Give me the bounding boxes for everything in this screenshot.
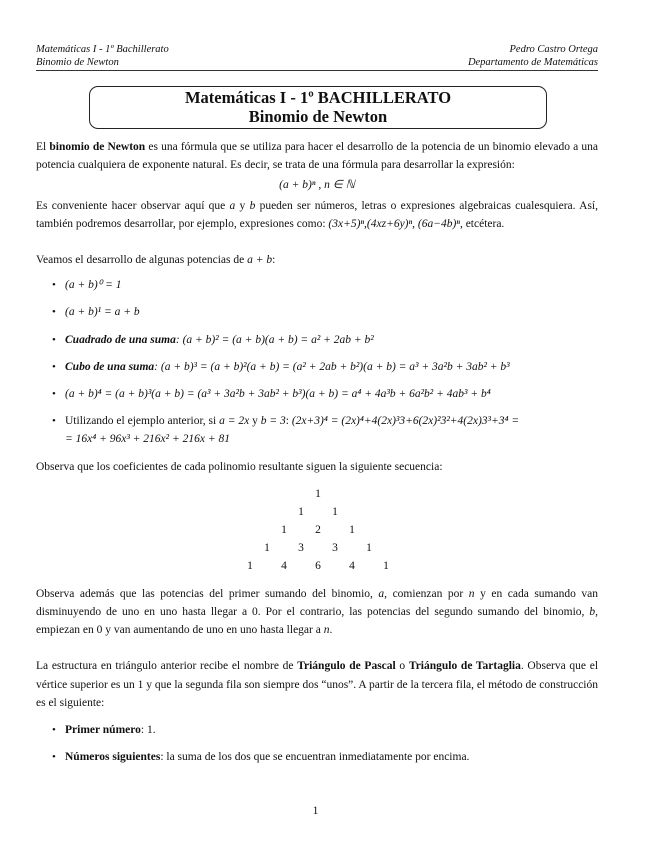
list-item: • Cubo de una suma: (a + b)³ = (a + b)²(a + b) = (a² + 2ab + b²)(a + b) = a³ + 3a²b + 3ab² + b³ (36, 358, 598, 376)
triangle-cell: 1 (264, 541, 270, 554)
triangle-cell: 1 (349, 523, 355, 536)
header-author: Pedro Castro Ortega (509, 44, 598, 55)
term-pascal: Triángulo de Pascal (297, 660, 396, 673)
term-binomio-newton: binomio de Newton (49, 141, 146, 153)
triangle-cell: 3 (332, 541, 338, 554)
document-body (36, 138, 598, 766)
list-item: • (a + b)⁰ = 1 (36, 276, 598, 294)
triangle-cell: 3 (298, 541, 304, 554)
title-sub: Binomio de Newton (248, 107, 388, 126)
paragraph-pascal: La estructura en triángulo anterior recibe el nombre de Triángulo de Pascal o Triángulo de Tartaglia. Observa que el vértice superior es un 1 y que la segunda fila son siempre dos “unos”. A partir de la tercera fila, el método de construcción es el siguiente: (36, 660, 599, 709)
list-item: • Cuadrado de una suma: (a + b)² = (a + b)(a + b) = a² + 2ab + b² (36, 331, 598, 349)
list-item: • (a + b)¹ = a + b (36, 303, 598, 321)
list-item: • Números siguientes: la suma de los dos que se encuentran inmediatamente por encima. (36, 748, 598, 766)
paragraph-exponents: Observa además que las potencias del primer sumando del binomio, a, comienzan por n y en cada sumando van disminuyendo de uno en uno hasta llegar a 0. Por el contrario, las potencias del segundo sumando del binomio, b, empiezan en 0 y van aumentando de uno en uno hasta llegar a n. (36, 587, 598, 637)
rules-list (36, 721, 598, 766)
title-main: Matemáticas I - 1º BACHILLERATO (184, 88, 452, 107)
header-rule (36, 70, 598, 71)
formula-binomio: (a + b)ⁿ , n ∈ ℕ (279, 179, 355, 192)
paragraph-variables: Es conveniente hacer observar aquí que a y b pueden ser números, letras o expresiones algebraicas cualesquiera. Así, también podremos desarrollar, por ejemplo, expresiones como: (3x+5)ⁿ,(4xz+6y)ⁿ, (6a−4b)ⁿ, etcétera. (36, 199, 598, 230)
term-tartaglia: Triángulo de Tartaglia (408, 660, 521, 673)
paragraph-powers-intro: Veamos el desarrollo de algunas potencias de a + b: (36, 254, 276, 267)
list-item: • (a + b)⁴ = (a + b)³(a + b) = (a³ + 3a²b + 3ab² + b³)(a + b) = a⁴ + 4a³b + 6a²b² + 4ab³ + b⁴ (36, 385, 598, 403)
header-topic: Binomio de Newton (36, 56, 119, 68)
header-right (468, 44, 598, 69)
intro-paragraph: El binomio de Newton es una fórmula que se utiliza para hacer el desarrollo de la potencia de un binomio elevado a una potencia cualquiera de exponente natural. Es decir, se trata de una fórmula para desarrollar la expresión: (36, 141, 598, 172)
triangle-cell: 1 (332, 505, 338, 518)
list-item: • Utilizando el ejemplo anterior, si a = 2x y b = 3: (2x+3)⁴ = (2x)⁴+4(2x)³3+6(2x)²3²+4(2x)3³+3⁴ = = 16x⁴ + 96x³ + 216x² + 216x + 81 (36, 412, 598, 448)
example-expressions: (3x+5)ⁿ,(4xz+6y)ⁿ, (6a−4b)ⁿ (328, 217, 460, 230)
triangle-cell: 4 (349, 559, 355, 572)
triangle-cell: 6 (315, 559, 321, 572)
triangle-cell: 1 (247, 559, 253, 572)
list-item: • Primer número: 1. (36, 721, 598, 739)
triangle-cell: 1 (366, 541, 372, 554)
header-department: Departamento de Matemáticas (467, 56, 598, 68)
triangle-cell: 1 (298, 505, 304, 518)
header-left (36, 44, 169, 69)
powers-list (36, 276, 598, 448)
triangle-cell: 1 (281, 523, 287, 536)
paragraph-coefficients: Observa que los coeficientes de cada polinomio resultante siguen la siguiente secuencia: (36, 460, 443, 473)
page-number: 1 (312, 805, 319, 817)
triangle-cell: 2 (315, 523, 321, 536)
header-course: Matemáticas I - 1º Bachillerato (36, 44, 169, 55)
triangle-cell: 1 (315, 487, 321, 500)
triangle-cell: 1 (383, 559, 389, 572)
triangle-cell: 4 (281, 559, 287, 572)
pascal-triangle (38, 485, 598, 575)
title-box (89, 86, 547, 129)
